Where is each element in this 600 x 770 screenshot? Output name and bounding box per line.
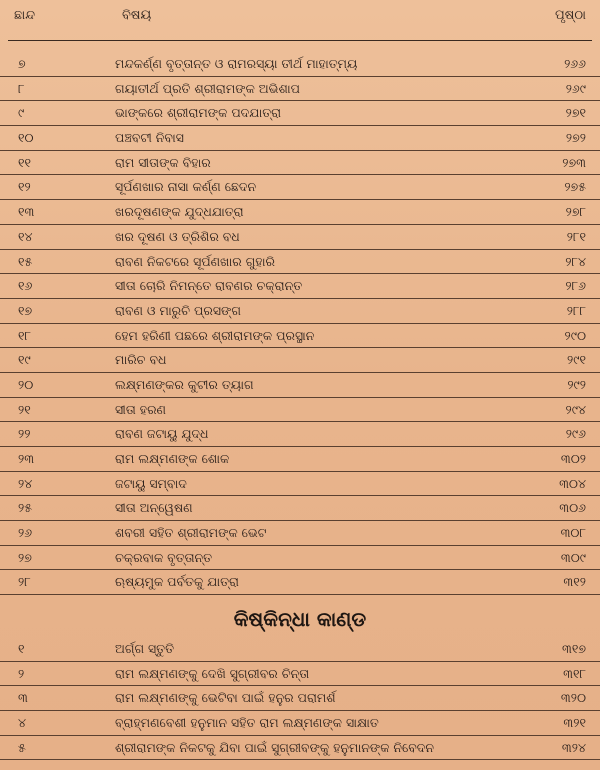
row-page: ୨୯୦	[564, 327, 586, 343]
list-item	[0, 225, 600, 250]
row-title: ସୀତା ଚୋରି ନିମନ୍ତେ ରାବଣର ଚକ୍ରାନ୍ତ	[115, 278, 303, 294]
list-item	[0, 299, 600, 324]
row-title: ରାବଣ ଓ ମାରୁଚି ପ୍ରସଙ୍ଗ	[115, 302, 241, 318]
row-title: ଭାଙ୍କରେ ଶ୍ରୀରାମଙ୍କ ପଦଯାତ୍ରା	[115, 105, 282, 121]
list-item	[0, 496, 600, 521]
row-num: ୧	[18, 641, 25, 656]
row-num: ୧୬	[18, 278, 33, 294]
row-title: ରାମ ଲକ୍ଷ୍ମଣଙ୍କୁ ଦେଖି ସୁଗ୍ରୀବର ଚିନ୍ତା	[115, 665, 310, 681]
row-num: ୨୪	[18, 475, 33, 491]
section-title: କିଷ୍କିନ୍ଧା କାଣ୍ଡ	[233, 607, 367, 631]
row-num: ୨	[18, 665, 25, 681]
header-chapter: ଛାନ୍ଦ	[14, 8, 36, 23]
list-item	[0, 637, 600, 662]
list-item	[0, 736, 600, 761]
row-title: ଜଟାୟୁ ସମ୍ବାଦ	[115, 475, 187, 491]
row-num: ୨୬	[18, 525, 33, 541]
list-item	[0, 126, 600, 151]
row-page: ୩୦୨	[560, 451, 586, 466]
row-num: ୧୨	[18, 179, 31, 195]
row-title: ଅର୍ଗ୍ଗ ସ୍ତୁତି	[115, 641, 175, 656]
contents-list-2	[0, 637, 600, 760]
row-page: ୩୦୬	[559, 500, 586, 516]
row-title: ମାରିଚ ବଧ	[115, 352, 167, 368]
list-item	[0, 200, 600, 225]
row-page: ୩୨୦	[560, 690, 586, 706]
row-page: ୩୧୨	[563, 574, 586, 590]
row-num: ୫	[18, 739, 26, 755]
list-item	[0, 175, 600, 200]
row-title: ଲକ୍ଷ୍ମଣଙ୍କର କୁଟୀର ତ୍ୟାଗ	[115, 376, 254, 392]
row-num: ୧୯	[18, 352, 31, 368]
row-title: ଖରଦୂଷଣଙ୍କ ଯୁଦ୍ଧଯାତ୍ରା	[115, 204, 244, 220]
row-num: ୨୭	[18, 549, 32, 565]
row-page: ୨୮୬	[565, 278, 586, 294]
list-item	[0, 398, 600, 423]
row-title: ଋଷ୍ୟମୁକ ପର୍ବତକୁ ଯାତ୍ରା	[115, 574, 239, 590]
row-num: ୧୧	[18, 154, 32, 170]
row-page: ୨୯୨	[567, 376, 586, 392]
list-item	[0, 422, 600, 447]
row-title: ସୀତା ଅନ୍ୱେଷଣ	[115, 500, 193, 516]
row-title: ରାବଣ ଜଟାୟୁ ଯୁଦ୍ଧ	[115, 426, 209, 442]
row-num: ୧୫	[18, 253, 33, 269]
list-item	[0, 711, 600, 736]
list-item	[0, 77, 600, 102]
list-item	[0, 151, 600, 176]
list-item	[0, 274, 600, 299]
row-page: ୨୮୮	[566, 302, 586, 318]
list-item	[0, 52, 600, 77]
row-title: ଶ୍ରୀରାମଙ୍କ ନିକଟକୁ ଯିବା ପାଇଁ ସୁଗ୍ରୀବଙ୍କୁ ହନୁମାନଙ୍କ ନିବେଦନ	[115, 739, 435, 755]
row-num: ୧୪	[18, 228, 33, 244]
row-num: ୯	[18, 105, 25, 121]
row-title: ରାମ ସୀତାଙ୍କ ବିହାର	[115, 154, 211, 170]
list-item	[0, 324, 600, 349]
row-title: ପଞ୍ଚବଟୀ ନିବାସ	[115, 130, 184, 146]
row-page: ୩୦୯	[560, 549, 586, 565]
row-title: ରାମ ଲକ୍ଷ୍ମଣଙ୍କ ଶୋକ	[115, 451, 230, 466]
header-subject: ବିଷୟ	[122, 8, 152, 23]
row-num: ୨୩	[18, 451, 35, 466]
row-num: ୮	[18, 80, 25, 96]
row-page: ୨୭୩	[562, 154, 586, 170]
row-page: ୨୯୬	[565, 426, 586, 442]
row-num: ୭	[18, 56, 26, 71]
row-title: ଗୟାତୀର୍ଥ ପ୍ରତି ଶ୍ରୀରାମଙ୍କ ଅଭିଶାପ	[115, 80, 300, 96]
list-item	[0, 546, 600, 571]
list-item	[0, 348, 600, 373]
row-title: ସୀତା ହରଣ	[115, 401, 166, 417]
row-page: ୨୭୫	[564, 179, 586, 195]
row-page: ୨୯୧	[567, 352, 586, 368]
row-title: ଚକ୍ରବାକ ବୃତ୍ତାନ୍ତ	[115, 549, 213, 565]
row-title: ରାବଣ ନିକଟରେ ସୂର୍ପଣଖାର ଗୁହାରି	[115, 253, 275, 269]
row-title: ମନ୍ଦକର୍ଣ୍ଣ ବୃତ୍ତାନ୍ତ ଓ ରାମରସ୍ୟା ତୀର୍ଥ ମାହାତ୍ମ୍ୟ	[115, 56, 358, 71]
list-item	[0, 250, 600, 275]
list-item	[0, 101, 600, 126]
header-page: ପୃଷ୍ଠା	[555, 8, 586, 23]
list-item	[0, 447, 600, 472]
row-num: ୨୫	[18, 500, 33, 516]
row-page: ୩୧୭	[562, 641, 586, 656]
list-item	[0, 662, 600, 687]
row-num: ୪	[18, 715, 27, 731]
row-page: ୨୬୬	[564, 56, 586, 71]
row-title: ବ୍ରାହ୍ମଣବେଶୀ ହନୁମାନ ସହିତ ରାମ ଲକ୍ଷ୍ମଣଙ୍କ ସାକ୍ଷାତ	[115, 715, 379, 731]
row-page: ୩୧୮	[563, 665, 586, 681]
row-page: ୩୦୪	[559, 475, 586, 491]
row-page: ୨୭୮	[565, 204, 586, 220]
row-num: ୨୧	[18, 401, 31, 417]
list-item	[0, 570, 600, 595]
row-page: ୨୮୪	[565, 253, 586, 269]
row-title: ହେମ ହରିଣୀ ପଛରେ ଶ୍ରୀରାମଙ୍କ ପ୍ରସ୍ଥାନ	[115, 327, 315, 343]
row-page: ୨୭୧	[565, 105, 586, 121]
list-item	[0, 373, 600, 398]
row-page: ୨୭୨	[565, 130, 586, 146]
list-item	[0, 521, 600, 546]
contents-list	[0, 52, 600, 595]
row-page: ୩୨୧	[563, 715, 586, 731]
row-num: ୧୩	[18, 204, 35, 220]
row-num: ୩	[18, 690, 28, 706]
row-title: ଶବରୀ ସହିତ ଶ୍ରୀରାମଙ୍କ ଭେଟ	[115, 525, 267, 541]
row-num: ୨୮	[18, 574, 31, 590]
row-num: ୧୦	[18, 130, 34, 146]
list-item	[0, 686, 600, 711]
row-num: ୧୭	[18, 302, 33, 318]
row-page: ୨୬୯	[565, 80, 586, 96]
row-title: ସୂର୍ପଣଖାର ନାସା କର୍ଣ୍ଣ ଛେଦନ	[115, 179, 257, 195]
row-page: ୩୦୮	[560, 525, 586, 541]
row-title: ଖର ଦୂଷଣ ଓ ତ୍ରିଶିର ବଧ	[115, 228, 240, 244]
row-page: ୨୯୪	[565, 401, 586, 417]
row-num: ୧୮	[18, 327, 32, 343]
table-header	[0, 8, 600, 30]
row-page: ୨୮୧	[566, 228, 586, 244]
row-num: ୨୦	[18, 376, 34, 392]
list-item	[0, 472, 600, 497]
header-rule	[8, 40, 592, 41]
row-num: ୨୨	[18, 426, 31, 442]
row-page: ୩୨୪	[561, 739, 586, 755]
row-title: ରାମ ଲକ୍ଷ୍ମଣଙ୍କୁ ଭେଟିବା ପାଇଁ ହନୁର ପରାମର୍ଶ	[115, 690, 336, 706]
